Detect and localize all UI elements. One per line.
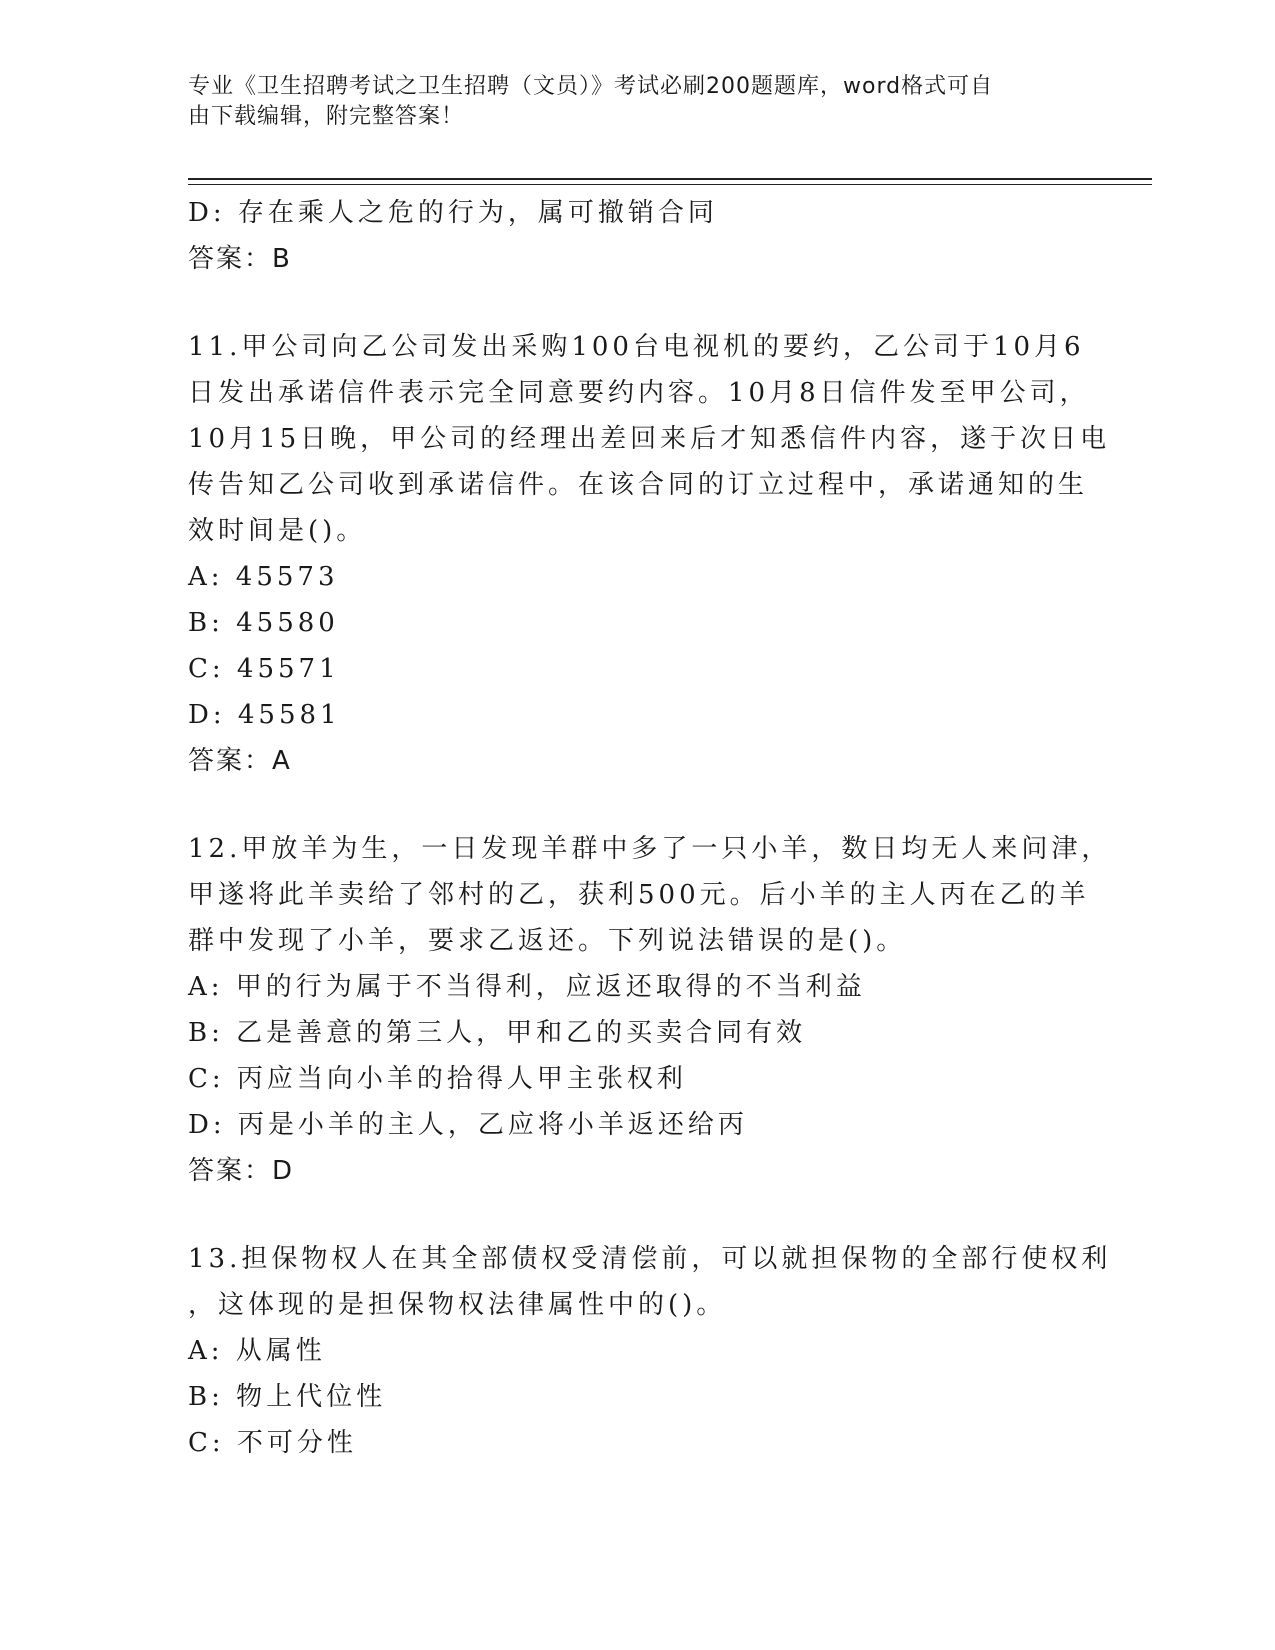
question-11 [188, 324, 1111, 784]
option-c: C: 45571 [188, 654, 340, 684]
question-10-tail [188, 190, 1108, 282]
header-divider-thin [188, 184, 1152, 185]
option-c: C: 丙应当向小羊的拾得人甲主张权利 [188, 1064, 687, 1094]
question-text-line: ，这体现的是担保物权法律属性中的()。 [188, 1290, 727, 1320]
question-text-line: 10月15日晚，甲公司的经理出差回来后才知悉信件内容，遂于次日电 [188, 424, 1111, 454]
document-body [188, 190, 1112, 1466]
question-12 [188, 826, 1112, 1194]
question-text-line: 日发出承诺信件表示完全同意要约内容。10月8日信件发至甲公司， [188, 378, 1090, 408]
option-b: B: 45580 [188, 608, 339, 638]
header-divider [188, 178, 1152, 180]
question-text-line: 12.甲放羊为生，一日发现羊群中多了一只小羊，数日均无人来问津， [188, 834, 1112, 864]
option-d: D: 45581 [188, 700, 341, 730]
option-d: D: 丙是小羊的主人，乙应将小羊返还给丙 [188, 1110, 748, 1140]
document-header [188, 72, 1088, 132]
option-a: A: 从属性 [188, 1336, 326, 1366]
question-text-line: 甲遂将此羊卖给了邻村的乙，获利500元。后小羊的主人丙在乙的羊 [188, 880, 1090, 910]
header-line-2: 由下载编辑，附完整答案！ [188, 104, 465, 129]
option-b: B: 乙是善意的第三人，甲和乙的买卖合同有效 [188, 1018, 807, 1048]
option-a: A: 45573 [188, 562, 339, 592]
option-a: A: 甲的行为属于不当得利，应返还取得的不当利益 [188, 972, 866, 1002]
question-text-line: 效时间是()。 [188, 516, 367, 546]
option-d: D: 存在乘人之危的行为，属可撤销合同 [188, 198, 718, 228]
option-c: C: 不可分性 [188, 1428, 357, 1458]
option-b: B: 物上代位性 [188, 1382, 387, 1412]
answer-line: 答案：A [188, 746, 292, 776]
question-text-line: 11.甲公司向乙公司发出采购100台电视机的要约，乙公司于10月6 [188, 332, 1085, 362]
answer-line: 答案：D [188, 1156, 295, 1186]
question-text-line: 13.担保物权人在其全部债权受清偿前，可以就担保物的全部行使权利 [188, 1244, 1112, 1274]
header-line-1: 专业《卫生招聘考试之卫生招聘（文员）》考试必刷200题题库，word格式可自 [188, 74, 994, 99]
question-text-line: 传告知乙公司收到承诺信件。在该合同的订立过程中，承诺通知的生 [188, 470, 1089, 500]
question-13 [188, 1236, 1112, 1466]
answer-line: 答案：B [188, 244, 292, 274]
question-text-line: 群中发现了小羊，要求乙返还。下列说法错误的是()。 [188, 926, 907, 956]
